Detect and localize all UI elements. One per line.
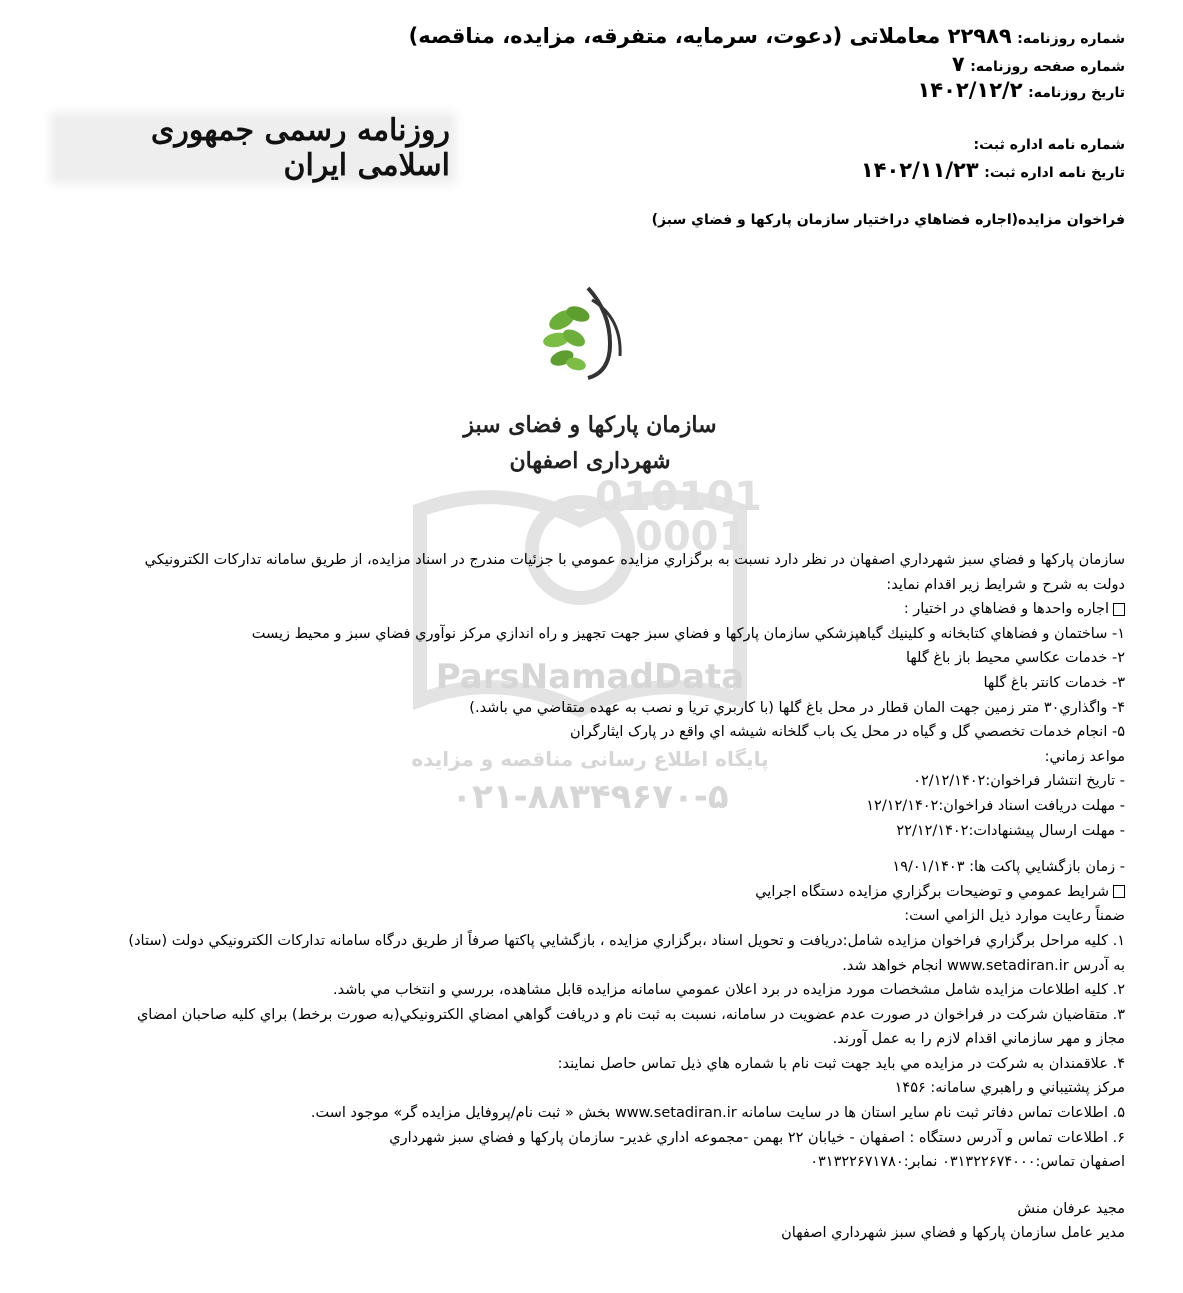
intro-line-1: سازمان پاركها و فضاي سبز شهرداري اصفهان در نظر دارد نسبت به برگزاري مزايده عمومي با جزئيات مندرج در اسناد مزايده، از طريق سامانه تداركات الكترونيكي (144, 552, 1125, 568)
note-2: ۲. كليه اطلاعات مزايده شامل مشخصات مورد مزايده در برد اعلان عمومي سامانه مزايده قابل مشاهده، بررسي و انتخاب مي باشد. (333, 982, 1125, 999)
note-1-line-2: به آدرس www.setadiran.ir انجام خواهد شد. (842, 957, 1125, 974)
schedule-opening: - زمان بازگشايي پاكت ها: ۱۹/۰۱/۱۴۰۳ (892, 859, 1125, 876)
signer-title: مدير عامل سازمان پاركها و فضاي سبز شهرداري اصفهان (781, 1225, 1125, 1242)
registry-letter-date-label: تاریخ نامه اداره ثبت: (984, 165, 1125, 181)
lease-item-1: ۱- ساختمان و فضاهاي كتابخانه و كلينيك گياهپزشكي سازمان پاركها و فضاي سبز جهت تجهيز و راه اندازي مركز نوآوري فضاي سبز و محيط زيست (251, 625, 1125, 642)
note-3-line-2: مجاز و مهر سازماني اقدام لازم را به عمل آورند. (832, 1031, 1125, 1048)
lease-item-5: ۵- انجام خدمات تخصصي گل و گياه در محل يک باب گلخانه شيشه اي واقع در پارک ايثارگران (569, 724, 1125, 741)
note-4: ۴. علاقمندان به شركت در مزايده مي بايد جهت ثبت نام با شماره هاي ذيل تماس حاصل نمايند: (557, 1055, 1125, 1072)
spacer (52, 1175, 1125, 1197)
note-5: ۵. اطلاعات تماس دفاتر ثبت نام ساير استان ها در سايت سامانه www.setadiran.ir بخش « ثبت نام/پروفايل مزايده گر» موجود است. (310, 1105, 1125, 1122)
checkbox-glyph-icon (1113, 885, 1125, 898)
lease-item-4: ۴- واگذاري۳۰ متر زمين جهت المان قطار در محل باغ گلها (با كاربري تريا و نصب به عهده متقاضي مي باشد.) (469, 699, 1125, 716)
issue-date-label: تاریخ روزنامه: (1028, 85, 1125, 101)
newspaper-masthead: روزنامه رسمی جمهوری اسلامی ایران (56, 118, 450, 178)
lease-item-3: ۳- خدمات كانتر باغ گلها (983, 674, 1125, 691)
general-terms: شرايط عمومي و توضيحات برگزاري مزايده دستگاه اجرايي (52, 880, 1125, 905)
page-number-line (952, 52, 1125, 76)
schedule-documents: - مهلت دريافت اسناد فراخوان:۱۲/۱۲/۱۴۰۲ (866, 797, 1125, 814)
watermark-digits-1: 010101 (595, 474, 762, 520)
contact-numbers: اصفهان تماس:۰۳۱۳۲۲۶۷۴۰۰۰ نمابر:۰۳۱۳۲۲۶۷۱۷۸۰ (810, 1154, 1125, 1171)
spacer (52, 843, 1125, 855)
announcement-body (52, 548, 1125, 1246)
note-3-line-1: ۳. متقاضيان شركت در فراخوان در صورت عدم عضويت در سامانه، نسبت به ثبت نام و دريافت گواهي امضاي الكترونيكي(به صورت برخط) براي كليه صاحبان امضاي (136, 1006, 1125, 1023)
lease-item-2: ۲- خدمات عكاسي محيط باز باغ گلها (905, 650, 1125, 667)
registry-letter-number-label: شماره نامه اداره ثبت: (973, 137, 1125, 153)
checkbox-glyph-icon (1113, 603, 1125, 616)
note-1-line-1: ۱. كليه مراحل برگزاري فراخوان مزايده شامل:دريافت و تحويل اسناد ،برگزاري مزايده ، بازگشايي پاكتها صرفاً از طريق درگاه سامانه تداركات الكترونيكي دولت (ستاد) (128, 932, 1125, 949)
note-6: ۶. اطلاعات تماس و آدرس دستگاه : اصفهان - خيابان ۲۲ بهمن -مجموعه اداري غدير- سازمان پاركها و فضاي سبز شهرداري (389, 1129, 1125, 1146)
units-heading: اجاره واحدها و فضاهاي در اختيار : (52, 597, 1125, 622)
logo-line-1: سازمان پارکها و فضای سبز (463, 412, 717, 438)
registry-letter-date-value: ۱۴۰۲/۱۱/۲۳ (860, 158, 979, 182)
issue-number-label: شماره روزنامه: (1017, 31, 1125, 47)
logo-line-2: شهرداری اصفهان (509, 448, 671, 474)
mandatory-heading: ضمناً رعايت موارد ذيل الزامي است: (904, 908, 1125, 925)
issue-number-line (409, 24, 1125, 48)
parks-organization-logo (460, 282, 720, 492)
signer-name: مجيد عرفان منش (1017, 1200, 1125, 1217)
schedule-publish: - تاريخ انتشار فراخوان:۰۲/۱۲/۱۴۰۲ (913, 773, 1125, 790)
page-number-label: شماره صفحه روزنامه: (970, 59, 1125, 75)
registry-letter-date (861, 158, 1125, 182)
schedule-heading: مواعد زماني: (1044, 748, 1125, 765)
page-number-value: ۷ (951, 52, 965, 76)
watermark-phone: ۰۲۱-۸۸۳۴۹۶۷۰-۵ (451, 777, 729, 817)
watermark-digits-2: 0001 (635, 514, 747, 560)
registry-letter-number (973, 134, 1125, 153)
leaf-emblem-icon (542, 288, 620, 378)
support-center: مركز پشتيباني و راهبري سامانه: ۱۴۵۶ (894, 1080, 1125, 1097)
intro-line-2: دولت به شرح و شرايط زير اقدام نمايد: (886, 576, 1125, 593)
watermark-tagline: پایگاه اطلاع رسانی مناقصه و مزایده (411, 747, 769, 771)
schedule-proposals: - مهلت ارسال پيشنهادات:۲۲/۱۲/۱۴۰۲ (896, 822, 1125, 839)
issue-date-value: ۱۴۰۲/۱۲/۲ (917, 78, 1023, 102)
issue-number-value: ۲۲۹۸۹ معاملاتی (دعوت، سرمایه، متفرقه، مزایده، مناقصه) (408, 24, 1012, 48)
auction-call-title: فراخوان مزايده(اجاره فضاهاي دراختيار سازمان پاركها و فضاي سبز) (651, 212, 1125, 228)
watermark-brand: ParsNamadData (435, 657, 745, 697)
issue-date-line (917, 78, 1125, 102)
